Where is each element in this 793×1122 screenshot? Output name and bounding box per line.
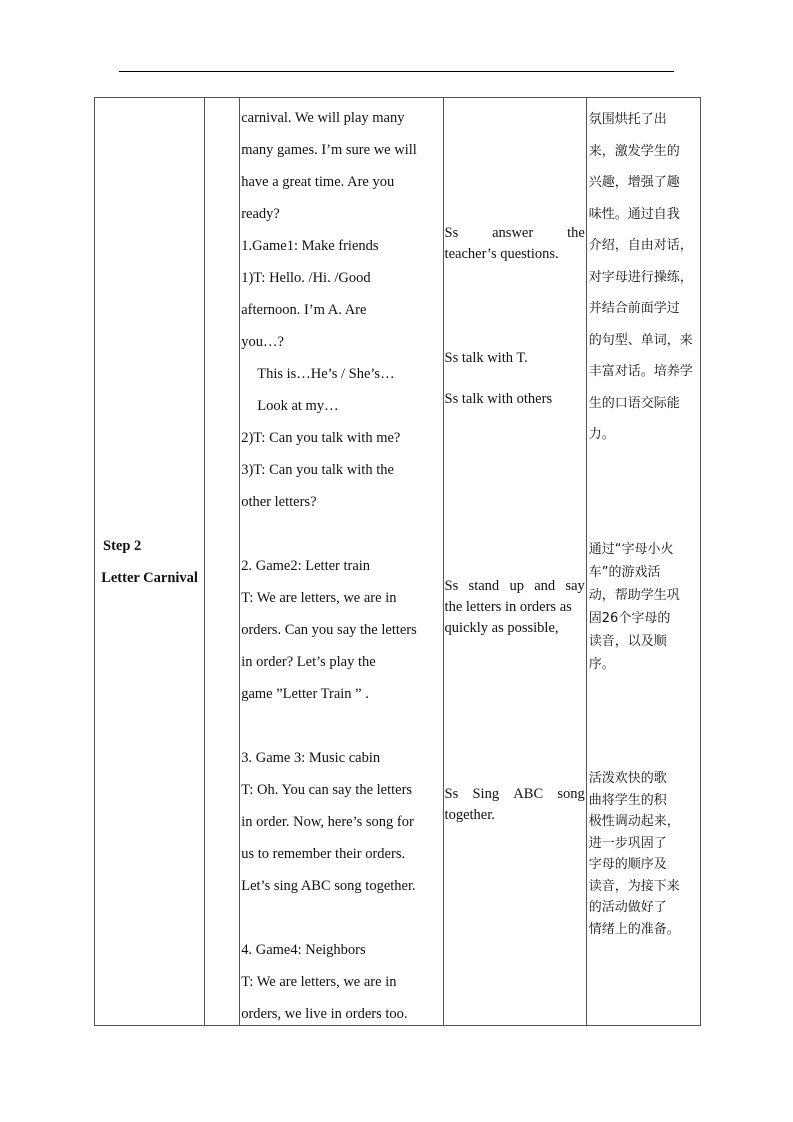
teacher-line: 1.Game1: Make friends (241, 238, 379, 254)
purpose-block-3 (589, 768, 698, 940)
teacher-line: in order? Let’s play the (241, 654, 376, 670)
teacher-line: Look at my… (257, 398, 339, 414)
teacher-line: other letters? (241, 494, 317, 510)
teacher-activity-cell (240, 98, 443, 1026)
teacher-spacer (241, 902, 442, 934)
student-word: and (534, 578, 556, 594)
student-activity-cell (443, 98, 586, 1026)
teacher-line: Let’s sing ABC song together. (241, 878, 416, 894)
teacher-line: 2)T: Can you talk with me? (241, 430, 401, 446)
purpose-line: 进一步巩固了 (588, 835, 667, 851)
purpose-line: 极性调动起来， (588, 814, 680, 829)
purpose-line: 氛围烘托了出 (588, 112, 667, 127)
step-cell (95, 98, 205, 1026)
student-word: Ss (444, 578, 459, 594)
student-answer-line (445, 223, 585, 244)
student-word: Ss (444, 786, 459, 802)
purpose-line: 序。 (588, 657, 615, 672)
purpose-block-2 (589, 538, 698, 676)
student-sing-line (445, 784, 585, 805)
purpose-line: 通过“字母小火 (588, 542, 674, 557)
teacher-line: orders, we live in orders too. (241, 1006, 408, 1022)
student-train-line: quickly as possible, (444, 620, 559, 636)
student-talk-t: Ss talk with T. (444, 350, 528, 366)
teacher-line: orders. Can you say the letters (241, 622, 417, 638)
purpose-line: 的句型、单词，来 (588, 332, 693, 348)
teacher-line: us to remember their orders. (241, 846, 406, 862)
student-talk-others: Ss talk with others (444, 391, 553, 407)
student-train-line: the letters in orders as (444, 599, 572, 615)
teacher-line: afternoon. I’m A. Are (241, 302, 367, 318)
purpose-line: 兴趣，增强了趣 (588, 175, 680, 190)
teacher-line: game ”Letter Train ” . (241, 686, 369, 702)
teacher-line: many games. I’m sure we will (241, 142, 417, 158)
student-sing-line: together. (444, 807, 495, 823)
teacher-line: carnival. We will play many (241, 110, 405, 126)
teacher-line: 3. Game 3: Music cabin (241, 750, 381, 766)
purpose-line: 读音，以及顺 (588, 634, 667, 649)
purpose-line: 生的口语交际能 (588, 395, 680, 411)
teacher-line: T: Oh. You can say the letters (241, 782, 413, 798)
student-sing-text (445, 784, 585, 826)
student-word: up (509, 578, 524, 594)
teacher-spacer (241, 710, 442, 742)
student-word: stand (468, 578, 500, 594)
step-name: Letter Carnival (101, 569, 198, 586)
purpose-line: 丰富对话。培养学 (588, 364, 693, 379)
lesson-plan-table (94, 97, 701, 1026)
purpose-line: 的活动做好了 (588, 900, 667, 915)
teacher-activity-text (241, 102, 442, 1030)
purpose-line: 动，帮助学生巩 (588, 588, 680, 603)
purpose-line: 来，激发学生的 (588, 143, 680, 159)
purpose-line: 车”的游戏活 (588, 565, 661, 580)
student-word: Ss (444, 225, 459, 241)
teacher-line: This is…He’s / She’s… (257, 366, 395, 382)
purpose-cell (586, 98, 700, 1026)
table-row (95, 98, 701, 1026)
purpose-line: 味性。通过自我 (588, 206, 680, 222)
student-word: song (557, 786, 585, 802)
student-train-line (445, 576, 585, 597)
purpose-line: 情绪上的准备。 (588, 921, 680, 937)
student-word: ABC (513, 786, 544, 802)
teacher-line: 2. Game2: Letter train (241, 558, 371, 574)
student-word: say (565, 578, 585, 594)
blank-cell (205, 98, 240, 1026)
purpose-line: 力。 (588, 427, 615, 442)
purpose-line: 对字母进行操练， (588, 269, 693, 285)
student-answer-text (445, 223, 585, 265)
purpose-line: 读音，为接下来 (588, 878, 680, 894)
teacher-line: 4. Game4: Neighbors (241, 942, 366, 958)
teacher-line: have a great time. Are you (241, 174, 395, 190)
step-number: Step 2 (103, 537, 142, 554)
purpose-line: 字母的顺序及 (588, 857, 667, 872)
student-word: answer (492, 225, 534, 241)
student-train-text (445, 576, 585, 639)
teacher-line: 3)T: Can you talk with the (241, 462, 394, 478)
teacher-spacer (241, 518, 442, 550)
purpose-line: 固26个字母的 (588, 611, 671, 626)
teacher-line: T: We are letters, we are in (241, 974, 397, 990)
teacher-line: you…? (241, 334, 284, 350)
purpose-line: 活泼欢快的歌 (588, 771, 667, 786)
student-word: Sing (472, 786, 500, 802)
purpose-line: 介绍，自由对话， (588, 238, 693, 253)
student-answer-line: teacher’s questions. (444, 246, 559, 262)
teacher-line: 1)T: Hello. /Hi. /Good (241, 270, 371, 286)
header-rule (119, 71, 674, 72)
teacher-line: ready? (241, 206, 280, 222)
purpose-line: 并结合前面学过 (588, 301, 680, 316)
purpose-block-1 (589, 104, 698, 451)
purpose-line: 曲将学生的积 (588, 792, 667, 808)
teacher-line: in order. Now, here’s song for (241, 814, 414, 830)
teacher-line: T: We are letters, we are in (241, 590, 397, 606)
student-word: the (567, 225, 585, 241)
